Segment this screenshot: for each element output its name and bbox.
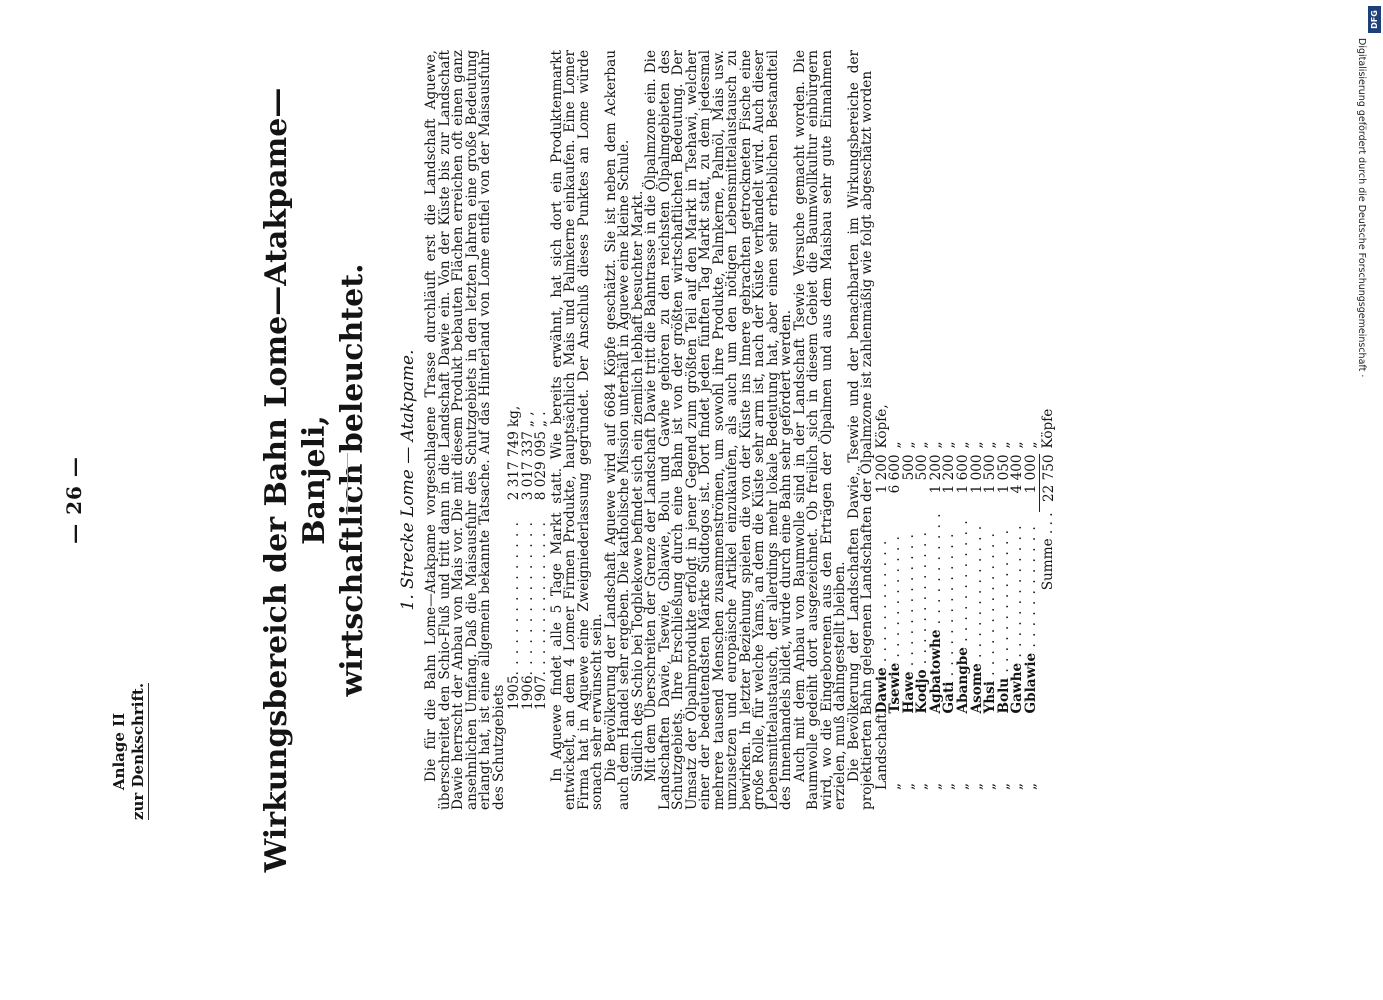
table-row xyxy=(1025,404,1039,790)
district-name: Agbatowhe xyxy=(927,629,944,714)
district-name: Kodjo xyxy=(914,669,931,714)
annex-line-1: Anlage II xyxy=(110,712,128,791)
paragraph-aguewe-market: In Aguewe findet alle 5 Tage Markt statt. Wie bereits erwähnt, hat sich dort ein Produktenmarkt entwickelt, an dem 4 Lomer Firmen Produkte, hauptsächlich Mais und Palmkerne einkaufen. Eine Lomer Firma hat in Aguewe eine Zweigniederlassung gegründet. Der Anschluß dieses Punktes an Lome würde sonach sehr erwünscht sein. xyxy=(548,50,605,810)
sum-value: 22 750 xyxy=(1039,454,1056,512)
row-prefix: „ xyxy=(1023,782,1040,790)
document-title xyxy=(258,80,372,880)
row-prefix: „ xyxy=(968,782,985,790)
population-value: 1 200 xyxy=(927,454,944,494)
district-name: Gblawie xyxy=(1023,652,1040,714)
table-row xyxy=(535,406,549,710)
leader-dots: . . . . . . . . . . . . xyxy=(887,535,904,663)
sum-label: Summe . . . xyxy=(1040,512,1057,591)
population-unit: „ xyxy=(955,441,972,449)
population-unit: „ xyxy=(900,441,917,449)
population-value: 4 400 xyxy=(1009,454,1026,494)
leader-dots: . . . . . . . . . . . . xyxy=(873,539,890,668)
district-name: Abangbe xyxy=(955,647,972,714)
population-value: 6 600 xyxy=(887,454,904,494)
leader-dots: . . . . . . . . . . . . . xyxy=(968,524,985,664)
population-unit: „ xyxy=(914,441,931,449)
leader-dots: . . . . . . . . . . . . xyxy=(1023,525,1040,653)
title-line-1: Wirkungsbereich der Bahn Lome—Atakpame—Banjeli, xyxy=(259,87,332,873)
paragraph-oil-palm-zone: Mit dem Überschreiten der Grenze der Landschaft Dawie tritt die Bahntrasse in die Ölpalmzone ein. Die Landschaften Dawie, Tsewie, Gblawie, Bolu und Gawhe gehören zu den reichsten Ölpalmgebieten des Schutzgebiets. Ihre Erschließung durch eine Bahn ist von der größten wirtschaftlichen Bedeutung. Der Umsatz der Ölpalmprodukte erfolgt in jener Gegend zum größten Teil auf den Markt in Tsehawi, welcher einer der bedeutendsten Märkte Südtogos ist. Dort findet jeden fünften Tag Markt statt, zu dem jedesmal mehrere tausend Menschen zusammenströmen, um sowohl ihre Produkte, Palmkerne, Palmöl, Mais usw. umzusetzen und europäische Artikel einzukaufen, als auch um den nötigen Lebensmittelaustausch zu bewirken. In letzter Beziehung spielen die von der Küste ins Innere gebrachten getrockneten Fische eine große Rolle, für welche Yams, an dem die Küste sehr arm ist, nach der Küste verhandelt wird. Auch dieser Lebensmittelaustausch, der allerdings mehr lokale Bedeutung hat, aber einen sehr erheblichen Bestandteil des Innenhandels bildet, würde durch eine Bahn sehr gefördert werden. xyxy=(643,50,794,810)
leader-dots: . . . . . . . . . . . . . . . xyxy=(506,521,522,676)
population-unit: Köpfe, xyxy=(873,404,890,449)
title-line-2: wirtschaftlich beleuchtet. xyxy=(335,263,370,697)
page-number: — 26 — xyxy=(62,456,86,544)
leader-dots: . . . . . . . . . . . xyxy=(927,512,944,630)
dfg-logo-icon xyxy=(1368,6,1381,33)
export-year: 1906 xyxy=(519,675,536,710)
population-value: 1 200 xyxy=(873,454,890,494)
population-value: 1 000 xyxy=(1023,454,1040,494)
row-prefix: „ xyxy=(955,782,972,790)
row-prefix: Landschaft xyxy=(873,713,890,790)
district-name: Dawie xyxy=(873,667,890,714)
population-unit: „ xyxy=(941,441,958,449)
row-prefix: „ xyxy=(995,782,1012,790)
district-name: Gawhe xyxy=(1009,662,1026,714)
export-unit: „ . xyxy=(533,411,549,428)
population-unit: „ xyxy=(927,441,944,449)
dfg-logo-text: DFG xyxy=(1370,10,1379,29)
population-value: 500 xyxy=(914,454,931,481)
dfg-credit-strip xyxy=(1340,6,1380,394)
population-value: 500 xyxy=(900,454,917,481)
district-name: Yhsi xyxy=(982,681,999,714)
sum-row xyxy=(1039,404,1056,790)
row-prefix: „ xyxy=(887,782,904,790)
export-unit: kg, xyxy=(506,405,522,428)
row-prefix: „ xyxy=(927,782,944,790)
annex-line-2: zur Denkschrift. xyxy=(129,682,147,820)
population-unit: „ xyxy=(995,441,1012,449)
section-heading: 1. Strecke Lome — Atakpame. xyxy=(398,349,418,611)
paragraph-togblekowe: Südlich des Schio bei Togblekowe befindet sich ein ziemlich lebhaft besuchter Markt. xyxy=(629,190,646,782)
body-text xyxy=(425,50,1056,810)
population-value: 1 200 xyxy=(941,454,958,494)
paragraph-cotton: Auch mit dem Anbau von Baumwolle sind in der Landschaft Tsewie Versuche gemacht worden. Die Baumwolle gedeiht dort ausgezeichnet. Ob freilich sich in diesem Gebiet die Baumwollkultur einbürgern wird, wo die Eingeborenen aus den Erträgen der Ölpalmen und aus dem Maisbau sehr gute Einnahmen erzielen, muß dahingestellt bleiben. xyxy=(791,50,848,810)
leader-dots: . . . . . . . . . . . . . xyxy=(1009,524,1026,663)
population-unit: „ xyxy=(1023,441,1040,449)
annex-label xyxy=(110,683,149,820)
population-value: 1 050 xyxy=(995,454,1012,494)
paragraph-aguewe-population: Die Bevölkerung der Landschaft Aguewe wird auf 6684 Köpfe geschätzt. Sie ist neben dem Ackerbau auch dem Handel sehr ergeben. Die katholische Mission unterhält in Aguewe eine kleine Schule. xyxy=(602,50,632,810)
leader-dots: . . . . . . . . . . . . . xyxy=(900,533,917,672)
leader-dots: . . . . . . . . . . . . . . xyxy=(995,528,1012,678)
export-year: 1905 xyxy=(506,675,522,710)
leader-dots: . . . . . . . . . . . . . . xyxy=(941,532,958,682)
row-prefix: „ xyxy=(941,782,958,790)
paragraph-maize-intro: Die für die Bahn Lome—Atakpame vorgeschlagene Trasse durchläuft erst die Landschaft Aguewe, überschreitet den Schio-Fluß und tritt dann in die Landschaft Dawie ein. Von der Küste bis zur Landschaft Dawie herrscht der Anbau von Mais vor. Die mit diesem Produkt bebauten Flächen erreichen oft einen ganz ansehnlichen Umfang. Daß die Maisausfuhr des Schutzgebiets in den letzten Jahren eine große Bedeutung erlangt hat, ist eine allgemein bekannte Tatsache. Auf das Hinterland von Lome entfiel von der Maisausfuhr des Schutzgebiets xyxy=(423,50,507,810)
population-table xyxy=(873,404,1057,790)
leader-dots: . . . . . . . . . . . . . xyxy=(914,531,931,670)
row-prefix: „ xyxy=(1009,782,1026,790)
row-prefix: „ xyxy=(982,782,999,790)
population-unit: „ xyxy=(1009,441,1026,449)
paragraph-population-intro: Die Bevölkerung der Landschaften Dawie, Tsewie und der benachbarten im Wirkungsbereiche der projektierten Bahn gelegenen Landschaften der Ölpalmzone ist zahlenmäßig wie folgt abgeschätzt worden xyxy=(845,50,875,810)
export-value: 2 317 749 xyxy=(506,431,522,501)
row-prefix: „ xyxy=(900,782,917,790)
leader-dots: . . . . . . . . . . . . . . . xyxy=(533,521,549,676)
district-name: Gati xyxy=(941,681,958,714)
district-name: Bolu xyxy=(995,677,1012,714)
maize-export-table xyxy=(508,406,549,710)
export-value: 3 017 337 xyxy=(519,431,536,501)
leader-dots: . . . . . . . . . . . . xyxy=(955,519,972,648)
population-unit: „ xyxy=(968,441,985,449)
population-value: 1 600 xyxy=(955,454,972,494)
dfg-credit-text: Digitalisierung gefördert durch die Deutsche Forschungsgemeinschaft · xyxy=(1356,38,1367,378)
title-divider xyxy=(347,453,348,515)
district-name: Asome xyxy=(968,663,985,714)
row-prefix: „ xyxy=(914,782,931,790)
leader-dots: . . . . . . . . . . . . . . . xyxy=(519,521,536,676)
district-name: Tsewie xyxy=(887,662,904,714)
population-value: 1 500 xyxy=(982,454,999,494)
sum-unit: Köpfe xyxy=(1040,408,1057,449)
export-year: 1907 xyxy=(533,675,549,710)
district-name: Hawe xyxy=(900,671,917,714)
export-unit: „ , xyxy=(519,411,536,428)
population-unit: „ xyxy=(982,441,999,449)
export-value: 8 029 095 xyxy=(533,431,549,501)
leader-dots: . . . . . . . . . . . . . . xyxy=(982,532,999,682)
population-value: 1 000 xyxy=(968,454,985,494)
population-unit: „ xyxy=(887,441,904,449)
